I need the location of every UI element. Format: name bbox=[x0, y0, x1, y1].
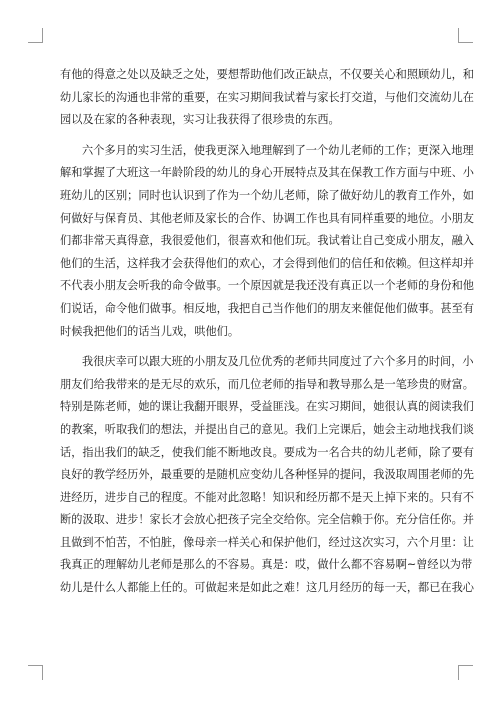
text-line: 不代表小朋友会听我的命令做事。一个原因就是我还没有真正以一个老师的身份和他 bbox=[60, 279, 474, 293]
crop-mark-bottom-left bbox=[28, 665, 43, 680]
text-line: 朋友们给我带来的是无尽的欢乐，而几位老师的指导和教导那么是一笔珍贵的财富。 bbox=[60, 377, 474, 391]
text-line: 断的汲取、进步！家长才会放心把孩子完全交给你。完全信赖于你。充分信任你。并 bbox=[60, 513, 474, 527]
text-line: 有他的得意之处以及缺乏之处，要想帮助他们改正缺点，不仅要关心和照顾幼儿，和 bbox=[60, 68, 474, 81]
crop-mark-top-right bbox=[458, 28, 473, 43]
text-line: 话，指出我们的缺乏，使我们能不断地改良。要成为一名合共的幼儿老师，除了要有 bbox=[60, 445, 474, 459]
crop-mark-bottom-right bbox=[458, 665, 473, 680]
text-line: 时候我把他们的话当儿戏，哄他们。 bbox=[60, 324, 240, 338]
text-line: 他们的生活，这样我才会获得他们的欢心，才会得到他们的信任和依赖。但这样却并 bbox=[60, 256, 474, 270]
paragraph bbox=[60, 64, 474, 132]
text-line: 六个多月的实习生活，使我更深入地理解到了一个幼儿老师的工作；更深入地理 bbox=[82, 143, 474, 157]
paragraph bbox=[60, 140, 474, 343]
paragraph bbox=[60, 351, 474, 600]
text-line: 进经历，进步自己的程度。不能对此忽略！知识和经历都不是天上掉下来的。只有不 bbox=[60, 490, 474, 504]
text-line: 的教案，听取我们的想法，并提出自己的意见。我们上完课后，她会主动地找我们谈 bbox=[60, 422, 474, 436]
text-line: 我真正的理解幼儿老师是那么的不容易。真是：哎，做什么都不容易啊~曾经以为带 bbox=[60, 558, 473, 572]
text-line: 班幼儿的区别；同时也认识到了作为一个幼儿老师，除了做好幼儿的教育工作外，如 bbox=[60, 188, 474, 202]
text-line: 解和掌握了大班这一年龄阶段的幼儿的身心开展特点及其在保教工作方面与中班、小 bbox=[60, 166, 474, 180]
text-line: 们说话，命令他们做事。相反地，我把自己当作他们的朋友来催促他们做事。甚至有 bbox=[60, 301, 474, 315]
text-line: 且做到不怕苦，不怕脏，像母亲一样关心和保护他们，经过这次实习，六个月里：让 bbox=[60, 535, 474, 549]
text-line: 良好的教学经历外，最重要的是随机应变幼儿各种怪异的提问，我汲取周围老师的先 bbox=[60, 468, 474, 482]
crop-mark-top-left bbox=[28, 28, 43, 43]
text-line: 们都非常天真得意，我很爱他们，很喜欢和他们玩。我试着让自己变成小朋友，融入 bbox=[60, 234, 474, 248]
body-text bbox=[60, 64, 474, 600]
text-line: 我很庆幸可以跟大班的小朋友及几位优秀的老师共同度过了六个多月的时间，小 bbox=[82, 355, 474, 369]
text-line: 幼儿家长的沟通也非常的重要，在实习期间我试着与家长打交道，与他们交流幼儿在 bbox=[60, 90, 474, 104]
text-line: 何做好与保育员、其他老师及家长的合作、协调工作也具有同样重要的地位。小朋友 bbox=[60, 211, 474, 225]
text-line: 幼儿是什么人都能上任的。可做起来是如此之难！这几月经历的每一天，都已在我心 bbox=[60, 581, 474, 595]
text-line: 园以及在家的各种表现，实习让我获得了很珍贵的东西。 bbox=[60, 113, 340, 127]
text-line: 特别是陈老师，她的课让我翻开眼界，受益匪浅。在实习期间，她很认真的阅读我们 bbox=[60, 400, 474, 414]
